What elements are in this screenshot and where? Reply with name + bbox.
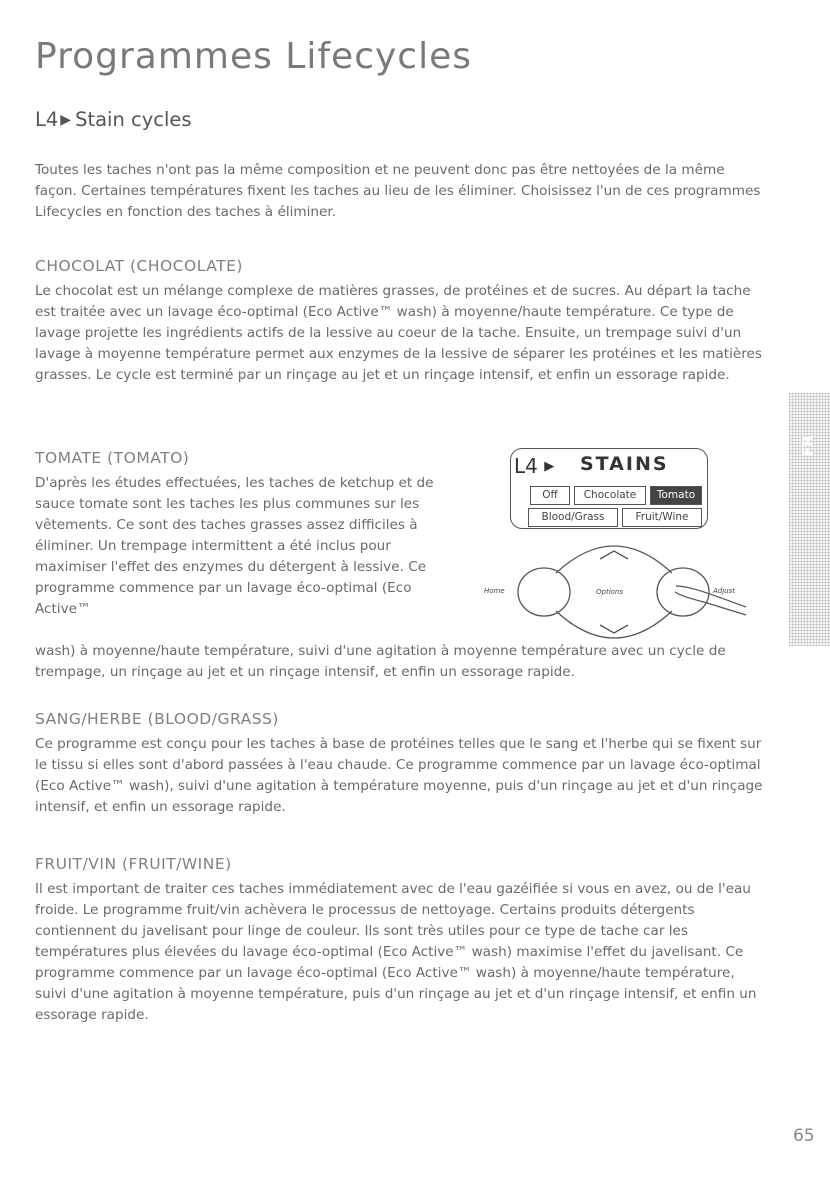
option-blood-grass: Blood/Grass: [528, 508, 618, 527]
adjust-control-label: Adjust: [713, 587, 736, 595]
language-side-tab: [789, 393, 830, 646]
fruit-paragraph: Il est important de traiter ces taches immédiatement avec de l'eau gazéifiée si vous en avez, ou de l'eau froide. Le programme fruit/vin achèvera le processus de nettoyage. Certains produits détergents contiennent du javelisant pour linge de couleur. Ils sont très utiles pour ce type de tache car les températures plus élevées du lavage éco-optimal (Eco Active™ wash) maximise l'effet du javelisant. Ce programme commence par un lavage éco-optimal (Eco Active™ wash) à moyenne/haute température, suivi d'une agitation à moyenne température, puis d'un rinçage au jet et d'un rinçage intensif, et enfin un essorage rapide.: [35, 881, 757, 1023]
options-control-label: Options: [596, 588, 624, 596]
home-control-label: Home: [484, 587, 505, 595]
option-tomato-selected: Tomato: [650, 486, 702, 505]
screen-code: L4 ▶: [514, 454, 555, 478]
sang-paragraph: Ce programme est conçu pour les taches à base de protéines telles que le sang et l'herbe qui se fixent sur le tissu si elles sont d'abord passées à l'eau chaude. Ce programme commence par un lavage éco-optimal (Eco Active™ wash), suivi d'une agitation à température moyenne, puis d'un rinçage au jet et d'un rinçage intensif, et enfin un essorage rapide.: [35, 736, 763, 815]
tomate-paragraph-wrapped: D'après les études effectuées, les taches de ketchup et de sauce tomate sont les taches les plus communes sur les vêtements. Ce sont des taches grasses assez difficiles à éliminer. Un trempage intermittent a été inclus pour maximiser l'effet des enzymes du détergent à lessive. Ce programme commence par un lavage éco-optimal (Eco Active™: [35, 475, 434, 617]
chocolat-heading: CHOCOLAT (CHOCOLATE): [35, 257, 243, 275]
sang-heading: SANG/HERBE (BLOOD/GRASS): [35, 710, 279, 728]
screen-arrow-icon: ▶: [544, 459, 555, 474]
fruit-heading: FRUIT/VIN (FRUIT/WINE): [35, 855, 232, 873]
intro-paragraph: Toutes les taches n'ont pas la même composition et ne peuvent donc pas être nettoyées de la même façon. Certaines températures fixent les taches au lieu de les éliminer. Choisissez l'un de ces programmes Lifecycles en fonction des taches à éliminer.: [35, 162, 761, 220]
language-tab-label: FR: [799, 435, 817, 457]
option-fruit-wine: Fruit/Wine: [622, 508, 702, 527]
option-chocolate: Chocolate: [574, 486, 646, 505]
control-panel-illustration: [450, 447, 750, 647]
section-subtitle: [35, 108, 192, 131]
play-arrow-icon: ▶: [60, 112, 72, 128]
tomate-heading: TOMATE (TOMATO): [35, 449, 190, 467]
chocolat-paragraph: Le chocolat est un mélange complexe de matières grasses, de protéines et de sucres. Au départ la tache est traitée avec un lavage éco-optimal (Eco Active™ wash) à moyenne/haute température. Ce type de lavage projette les ingrédients actifs de la lessive au coeur de la tache. Ensuite, un trempage suivi d'un lavage à moyenne température permet aux enzymes de la lessive de séparer les protéines et les matières grasses. Le cycle est terminé par un rinçage au jet et un rinçage intensif, et enfin un essorage rapide.: [35, 283, 762, 383]
option-off: Off: [530, 486, 570, 505]
control-dial-drawing: [450, 447, 750, 647]
subtitle-label: Stain cycles: [75, 108, 192, 131]
page-number: 65: [793, 1126, 815, 1146]
subtitle-code: L4: [35, 108, 59, 131]
page-title: Programmes Lifecycles: [35, 36, 472, 77]
tomate-paragraph-full: wash) à moyenne/haute température, suivi d'une agitation à moyenne température avec un cycle de trempage, un rinçage au jet et un rinçage intensif, et enfin un essorage rapide.: [35, 643, 726, 680]
screen-title: STAINS: [580, 453, 669, 475]
